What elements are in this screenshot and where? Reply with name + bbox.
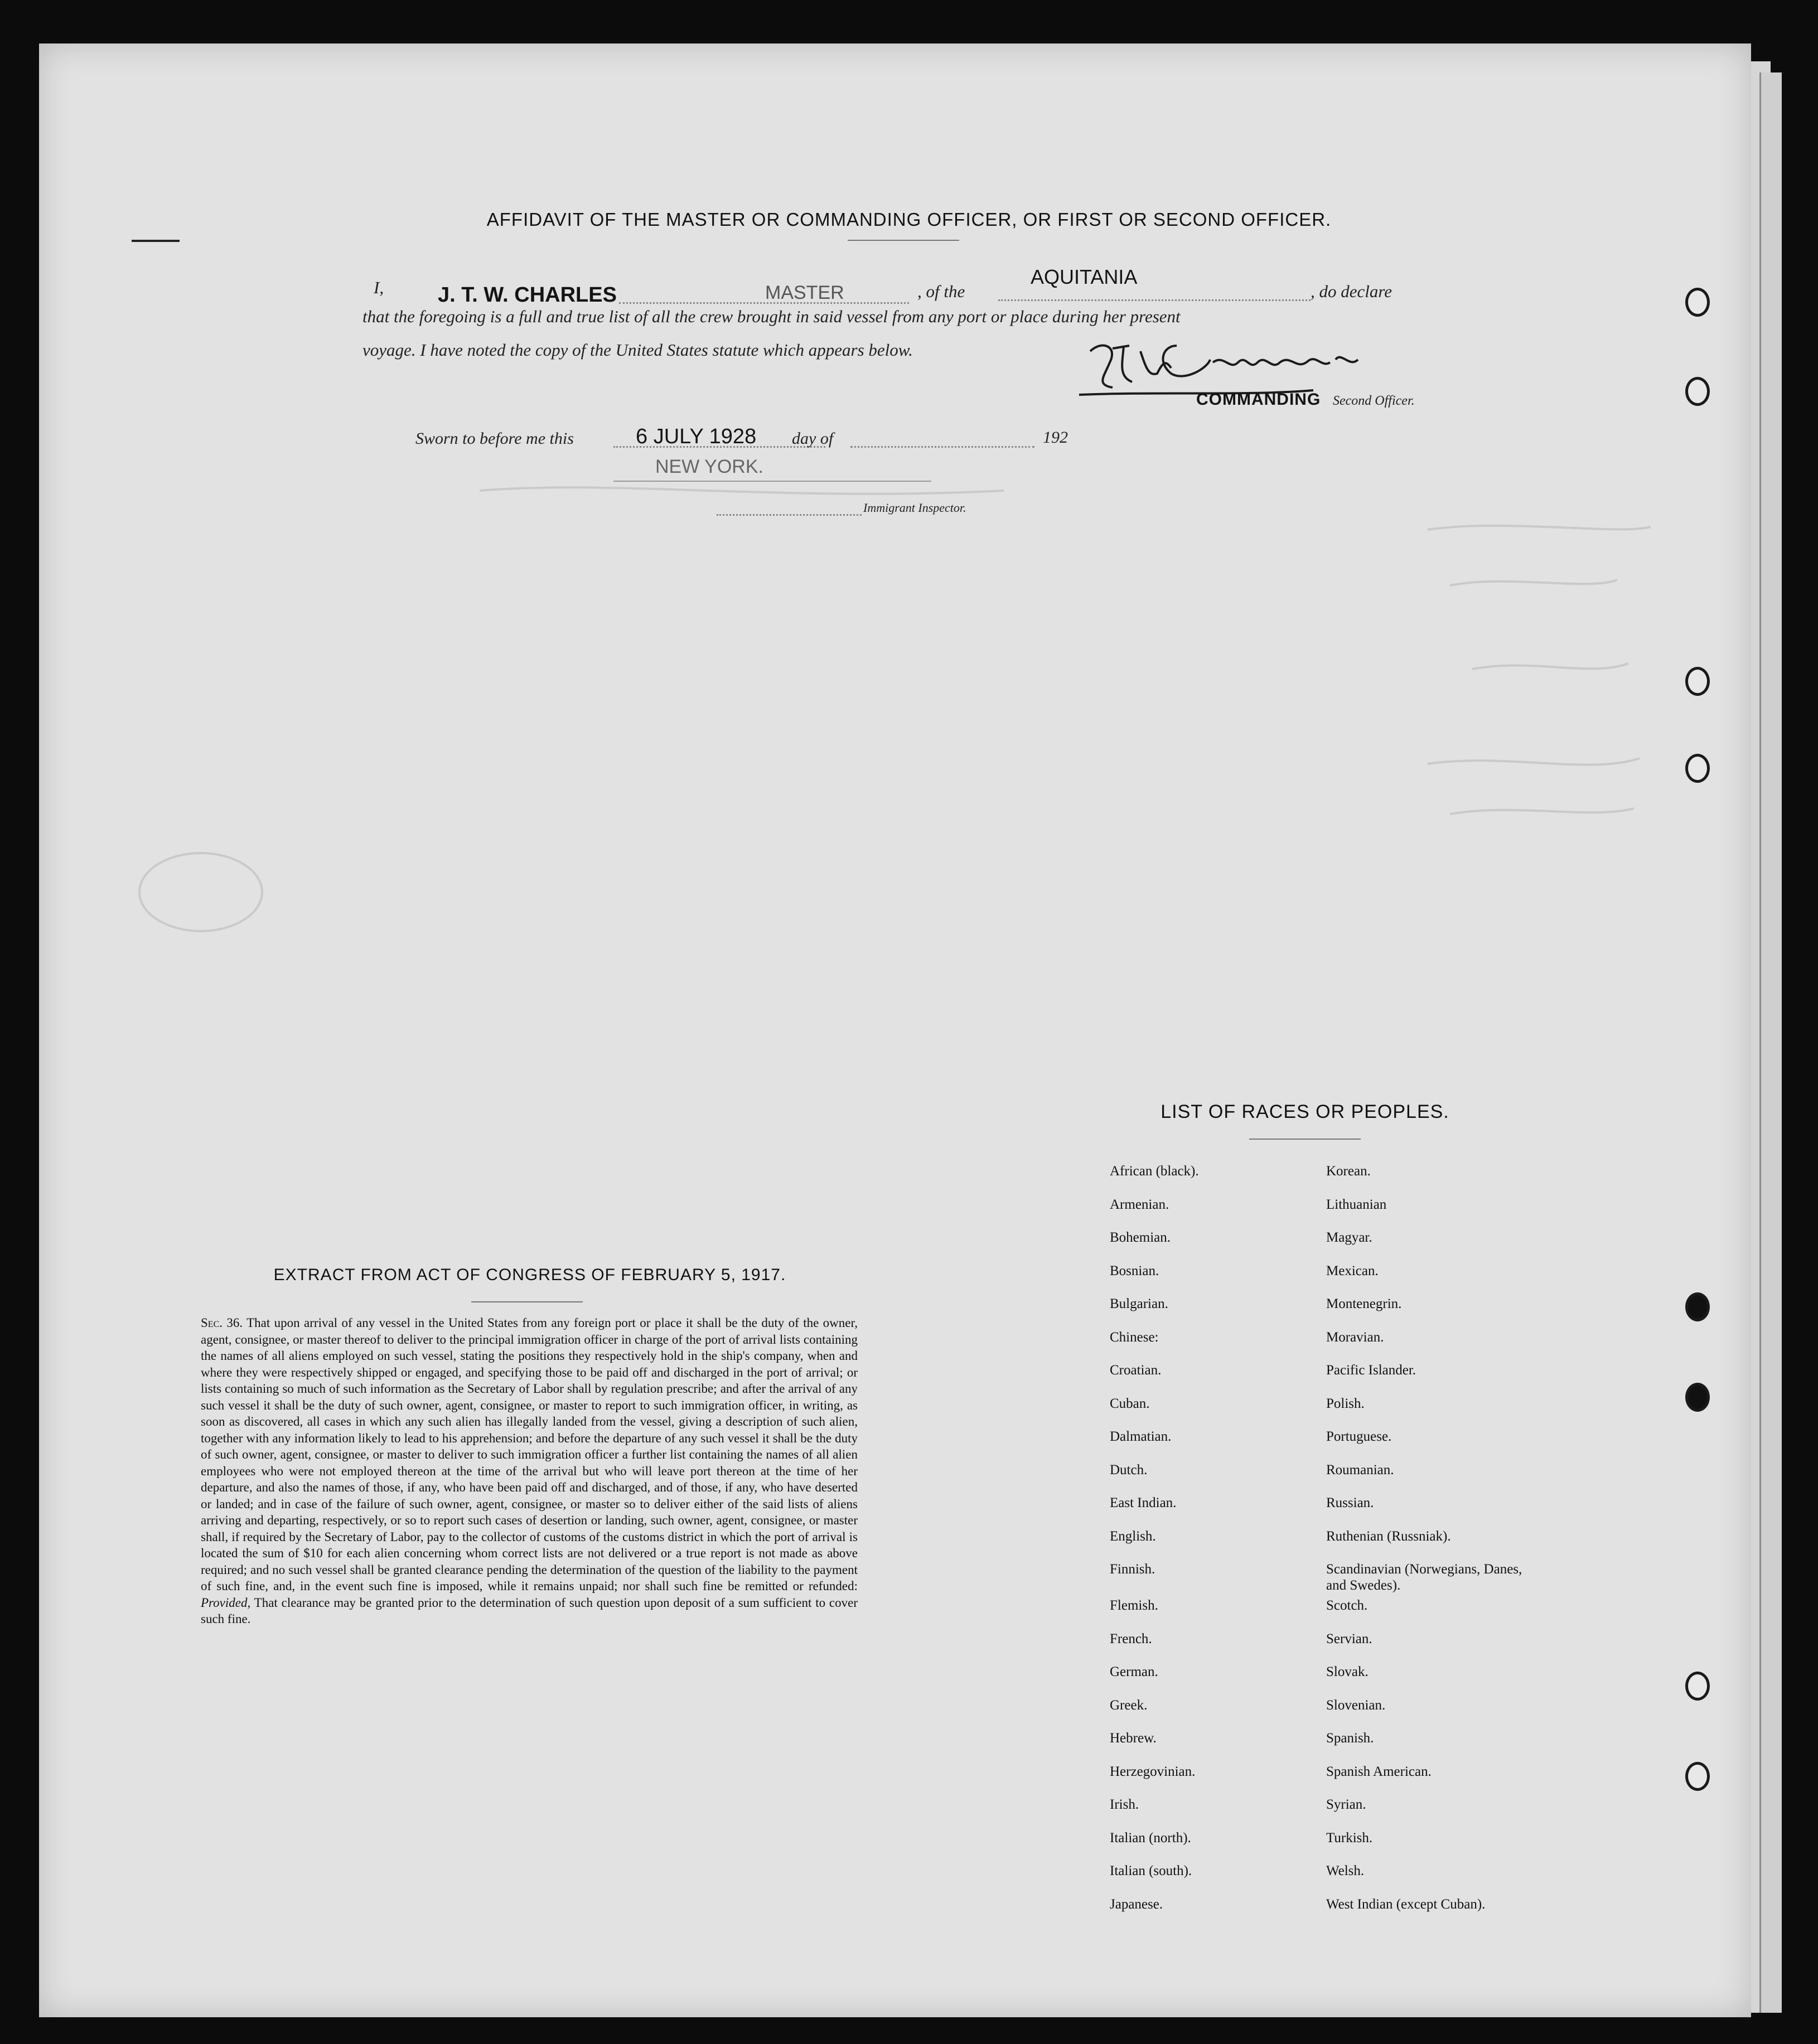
race-item: Polish. bbox=[1326, 1396, 1365, 1411]
race-item: Ruthenian (Russniak). bbox=[1326, 1528, 1451, 1544]
races-title: LIST OF RACES OR PEOPLES. bbox=[1161, 1101, 1449, 1122]
officer-label: Second Officer. bbox=[1333, 394, 1415, 408]
race-item: Flemish. bbox=[1110, 1598, 1158, 1613]
race-item: Chinese: bbox=[1110, 1329, 1159, 1345]
race-item: Irish. bbox=[1110, 1797, 1139, 1812]
vessel-name: AQUITANIA bbox=[1031, 265, 1138, 288]
races-list-right bbox=[1326, 1163, 1527, 1929]
provided-word: Provided, bbox=[201, 1595, 251, 1610]
race-item: Dutch. bbox=[1110, 1462, 1148, 1478]
race-item: Welsh. bbox=[1326, 1863, 1365, 1878]
race-item: Hebrew. bbox=[1110, 1731, 1157, 1746]
race-item: Magyar. bbox=[1326, 1230, 1372, 1245]
race-item: Spanish American. bbox=[1326, 1764, 1432, 1779]
race-item: Servian. bbox=[1326, 1631, 1372, 1646]
race-item: Pacific Islander. bbox=[1326, 1363, 1416, 1378]
declare-text: , do declare bbox=[1311, 282, 1392, 301]
race-item: English. bbox=[1110, 1528, 1156, 1544]
inspector-line bbox=[717, 514, 862, 516]
stamp-underline bbox=[613, 481, 931, 482]
race-item: Finnish. bbox=[1110, 1562, 1155, 1577]
vessel-line bbox=[998, 299, 1311, 301]
race-item: Japanese. bbox=[1110, 1896, 1163, 1912]
race-item: Syrian. bbox=[1326, 1797, 1366, 1812]
race-item: Spanish. bbox=[1326, 1731, 1374, 1746]
date-stamp: 6 JULY 1928 bbox=[636, 425, 757, 448]
race-item: Scotch. bbox=[1326, 1598, 1368, 1613]
race-item: Armenian. bbox=[1110, 1197, 1169, 1212]
race-item: Turkish. bbox=[1326, 1830, 1373, 1846]
affidavit-text-line-3: voyage. I have noted the copy of the United States statute which appears below. bbox=[362, 340, 913, 360]
race-item: Croatian. bbox=[1110, 1363, 1162, 1378]
of-the-text: , of the bbox=[917, 282, 965, 301]
race-item: Roumanian. bbox=[1326, 1462, 1394, 1478]
race-item: Dalmatian. bbox=[1110, 1429, 1172, 1444]
race-item: Italian (south). bbox=[1110, 1863, 1192, 1878]
extract-title: EXTRACT FROM ACT OF CONGRESS OF FEBRUARY 5, 1917. bbox=[273, 1266, 786, 1284]
race-item: Bulgarian. bbox=[1110, 1296, 1168, 1311]
affidavit-title: AFFIDAVIT OF THE MASTER OR COMMANDING OFFICER, OR FIRST OR SECOND OFFICER. bbox=[486, 209, 1332, 230]
year-prefix: 192 bbox=[1043, 428, 1068, 447]
extract-title-underline bbox=[471, 1301, 583, 1302]
signature-text: JTW Charles bbox=[1079, 329, 1082, 330]
race-item: Italian (north). bbox=[1110, 1830, 1191, 1846]
race-item: Scandinavian (Norwegians, Danes, and Swedes). bbox=[1326, 1562, 1522, 1593]
declarant-name: J. T. W. CHARLES bbox=[438, 283, 617, 307]
race-item: Mexican. bbox=[1326, 1263, 1379, 1278]
races-list-left bbox=[1110, 1163, 1344, 1929]
race-item: Russian. bbox=[1326, 1495, 1374, 1510]
name-line bbox=[619, 302, 909, 304]
place-stamp: NEW YORK. bbox=[655, 456, 763, 477]
race-item: Slovak. bbox=[1326, 1664, 1369, 1679]
commanding-stamp: COMMANDING bbox=[1196, 390, 1321, 409]
margin-mark bbox=[132, 240, 180, 242]
day-of-text: day of bbox=[792, 429, 834, 448]
race-item: Montenegrin. bbox=[1326, 1296, 1402, 1311]
section-text-continued: That clearance may be granted prior to the determination of such question upon deposit of a sum sufficient to cover such fine. bbox=[201, 1595, 858, 1626]
bleed-through-header bbox=[167, 162, 1673, 188]
race-item: Slovenian. bbox=[1326, 1697, 1386, 1713]
declarant-prefix: I, bbox=[374, 278, 384, 297]
race-item: African (black). bbox=[1110, 1164, 1199, 1179]
race-item: Cuban. bbox=[1110, 1396, 1150, 1411]
sworn-text: Sworn to before me this bbox=[415, 429, 574, 448]
inspector-label: Immigrant Inspector. bbox=[863, 501, 966, 515]
race-item: Herzegovinian. bbox=[1110, 1764, 1196, 1779]
race-item: Portuguese. bbox=[1326, 1429, 1392, 1444]
title-underline bbox=[848, 240, 959, 241]
races-title-underline bbox=[1249, 1139, 1361, 1140]
race-item: East Indian. bbox=[1110, 1495, 1177, 1510]
race-item: West Indian (except Cuban). bbox=[1326, 1896, 1486, 1912]
month-line bbox=[850, 446, 1034, 448]
race-item: Bohemian. bbox=[1110, 1230, 1171, 1245]
affidavit-text-line-2: that the foregoing is a full and true list of all the crew brought in said vessel from any port or place during her present bbox=[362, 307, 1181, 326]
section-text: That upon arrival of any vessel in the United States from any foreign port or place it shall be the duty of the owner, agent, consignee, or master thereof to deliver to the principal immigration officer in charge of the port of arrival lists containing the names of all aliens employed on such vessel, stating the positions they respectively hold in the ship's company, when and where they were respectively shipped or engaged, and specifying those to be paid off and discharged in the port of arrival; or lists containing so much of such information as the Secretary of Labor shall by regulation prescribe; and after the arrival of any such vessel it shall be the duty of such owner, agent, consignee, or master to report to such immigration officer, in writing, as soon as discovered, all cases in which any such alien has illegally landed from the vessel, giving a description of such alien, together with any information likely to lead to his apprehension; and before the departure of any such vessel it shall be the duty of such owner, agent, consignee, or master to deliver to such immigration officer a further list containing the names of all alien employees who were not employed thereon at the time of the arrival but who will leave port thereon at the time of her departure, and also the names of those, if any, who have been paid off and discharged, and of those, if any, who have deserted or landed; and in case of the failure of such owner, agent, consignee, or master so to deliver either of the said lists of aliens arriving and departing, respectively, or so to report such cases of desertion or landing, such owner, agent, consignee, or master shall, if required by the Secretary of Labor, pay to the collector of customs of the customs district in which the port of arrival is located the sum of $10 for each alien concerning whom correct lists are not delivered or a true report is not made as above required; and no such vessel shall be granted clearance pending the determination of the question of the liability to the payment of such fine, and, in the event such fine is imposed, while it remains unpaid; nor shall such fine be remitted or refunded: bbox=[201, 1316, 858, 1593]
rank-stamp: MASTER bbox=[765, 282, 844, 303]
race-item: French. bbox=[1110, 1631, 1152, 1646]
race-item: Bosnian. bbox=[1110, 1263, 1159, 1278]
section-number: Sec. 36. bbox=[201, 1316, 243, 1330]
race-item: Korean. bbox=[1326, 1164, 1371, 1179]
race-item: Greek. bbox=[1110, 1697, 1148, 1713]
race-item: Moravian. bbox=[1326, 1329, 1384, 1345]
extract-body bbox=[201, 1315, 858, 1628]
race-item: Lithuanian bbox=[1326, 1197, 1387, 1212]
race-item: German. bbox=[1110, 1664, 1158, 1679]
